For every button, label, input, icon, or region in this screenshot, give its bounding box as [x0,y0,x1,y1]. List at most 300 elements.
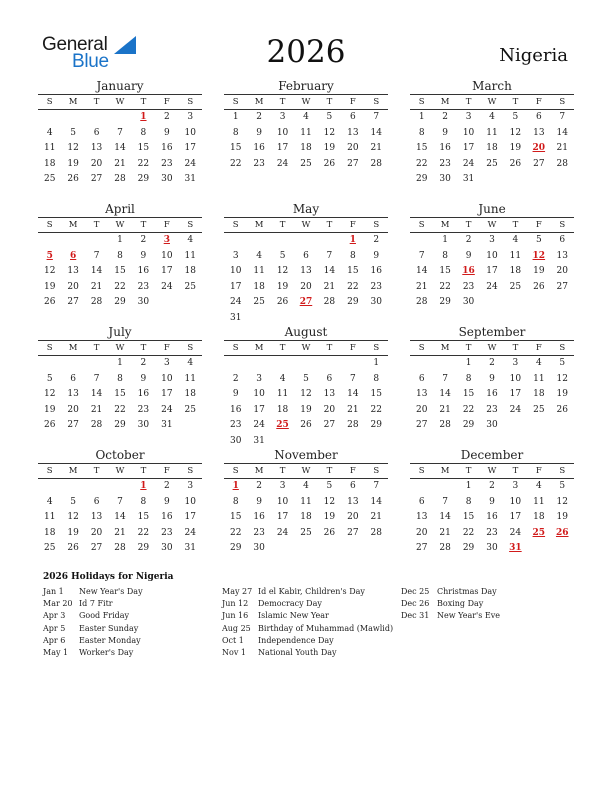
day-cell [504,418,527,434]
day-cell: 30 [161,543,173,553]
weekday-label: F [349,97,356,107]
holiday-item [401,598,500,610]
weekday-label: F [163,220,170,230]
month-title: September [458,325,526,339]
day-cell: 23 [137,404,150,415]
day-cell: 8 [349,250,356,261]
day-cell: 19 [43,281,56,292]
week-row [410,479,574,495]
day-cell: 3 [279,112,286,122]
day-cell: 14 [90,266,103,276]
day-cell: 6 [418,373,425,384]
week-row [38,418,202,434]
weekday-label: M [440,97,450,107]
week-row [38,233,202,249]
week-row [224,479,388,495]
day-cell: 22 [462,404,475,415]
weekday-label: F [535,466,542,476]
day-cell: 25 [509,281,522,292]
day-cell: 19 [556,389,568,399]
day-cell: 30 [370,297,382,307]
day-cell: 9 [163,496,170,507]
holiday-item [401,586,500,598]
holiday-date: May 27 [222,587,253,596]
holiday-day-cell: 20 [532,143,546,153]
holiday-item [43,647,143,659]
holiday-day-cell: 16 [462,266,475,276]
day-cell: 27 [323,420,336,430]
week-row [224,141,388,157]
weekday-label: W [301,466,311,476]
day-cell: 8 [117,250,123,261]
day-cell: 22 [114,281,126,292]
month-january [38,78,202,188]
day-cell: 7 [117,127,123,138]
month-march [410,78,574,188]
day-cell: 24 [509,527,522,538]
day-cell: 18 [300,143,312,153]
weekday-label: M [254,343,264,353]
weekday-label: M [68,466,78,476]
day-cell: 15 [462,389,475,399]
holiday-item [222,635,393,647]
day-cell: 17 [462,143,475,153]
day-cell: 12 [556,496,568,507]
day-cell [61,233,84,249]
day-cell: 14 [370,127,382,138]
weekday-label: S [418,466,425,476]
weekday-header [38,217,202,233]
week-row [410,372,574,388]
week-row [224,387,388,403]
day-cell: 21 [556,143,568,153]
weekday-label: S [232,343,239,353]
day-cell: 16 [161,143,173,153]
day-cell: 10 [276,127,289,138]
day-cell: 18 [300,512,312,522]
day-cell: 31 [161,420,173,430]
day-cell: 15 [229,143,242,153]
day-cell: 16 [253,143,265,153]
day-cell: 6 [559,235,566,245]
day-cell [410,233,433,249]
weekday-label: W [301,220,311,230]
day-cell: 17 [486,266,498,276]
day-cell [85,110,108,126]
day-cell: 13 [300,266,312,276]
day-cell: 26 [323,527,336,538]
day-cell: 23 [486,527,498,538]
day-cell: 24 [276,158,289,169]
day-cell: 22 [137,158,150,169]
week-row [38,403,202,419]
day-cell: 25 [533,404,545,415]
weekday-label: F [349,343,356,353]
holiday-item [222,647,393,659]
weekday-label: T [93,343,100,353]
day-cell: 19 [323,143,336,153]
day-cell: 14 [556,127,568,138]
day-cell [480,295,503,311]
day-cell: 16 [229,404,242,415]
day-cell: 16 [137,389,150,399]
month-october [38,447,202,557]
day-cell: 2 [163,481,170,491]
day-cell: 25 [43,543,56,553]
day-cell: 7 [349,373,356,384]
holiday-day-cell: 1 [140,481,147,491]
day-cell: 29 [229,543,242,553]
day-cell: 24 [253,420,265,430]
holiday-date: Dec 26 [401,599,430,609]
weekday-label: F [535,97,542,107]
day-cell: 15 [229,512,242,522]
week-row [224,372,388,388]
day-cell [433,356,456,372]
day-cell: 14 [415,266,428,276]
weekday-label: W [487,220,497,230]
day-cell: 11 [184,373,196,384]
day-cell: 8 [140,127,147,138]
day-cell: 2 [232,373,239,384]
weekday-label: M [254,466,264,476]
day-cell: 23 [253,527,265,538]
weekday-label: T [93,97,100,107]
day-cell: 22 [347,281,359,292]
day-cell: 22 [439,281,451,292]
day-cell: 2 [465,235,472,245]
day-cell [108,110,131,126]
holiday-date: Apr 6 [43,635,66,645]
holiday-name: Worker's Day [79,647,134,657]
day-cell: 9 [489,373,495,384]
day-cell: 23 [137,281,150,292]
country-name: Nigeria [499,45,568,66]
day-cell: 4 [187,358,194,368]
day-cell: 8 [232,127,239,138]
holiday-column [222,586,393,659]
day-cell: 18 [276,404,289,415]
holiday-day-cell: 25 [276,420,289,430]
week-row [38,541,202,557]
day-cell: 9 [232,389,239,399]
week-row [410,295,574,311]
day-cell: 6 [535,112,542,122]
day-cell: 11 [184,250,196,261]
weekday-label: T [465,220,472,230]
holiday-date: Apr 5 [43,623,66,633]
day-cell: 14 [439,389,451,399]
day-cell [38,356,61,372]
holiday-name: Birthday of Muhammad (Mawlid) [258,623,394,633]
weekday-label: T [140,343,147,353]
holiday-list [43,572,583,666]
weekday-label: T [465,343,472,353]
day-cell: 12 [556,373,568,384]
day-cell [224,233,247,249]
weekday-label: S [232,97,239,107]
holiday-date: Aug 25 [222,623,251,633]
day-cell: 22 [229,527,242,538]
day-cell: 27 [90,543,103,553]
day-cell: 10 [161,373,173,384]
day-cell: 18 [486,143,498,153]
day-cell [551,418,574,434]
day-cell: 29 [439,297,451,307]
weekday-header [38,94,202,110]
day-cell [480,172,503,188]
day-cell: 25 [184,281,196,292]
day-cell: 9 [442,127,448,138]
day-cell: 11 [533,496,545,507]
day-cell: 13 [347,127,359,138]
week-row [410,126,574,142]
day-cell: 18 [509,266,522,276]
day-cell: 27 [67,420,79,430]
day-cell: 16 [439,143,451,153]
day-cell: 10 [486,250,498,261]
day-cell [294,233,317,249]
weekday-label: M [68,97,78,107]
week-row [38,157,202,173]
day-cell: 11 [300,127,312,138]
day-cell: 21 [370,143,382,153]
day-cell: 30 [486,420,498,430]
day-cell: 10 [509,496,522,507]
day-cell: 21 [370,512,382,522]
day-cell: 21 [114,158,126,169]
day-cell: 28 [347,420,359,430]
day-cell: 17 [184,512,196,522]
week-row [38,141,202,157]
weekday-label: M [440,220,450,230]
day-cell: 3 [187,112,194,122]
day-cell: 15 [114,266,126,276]
day-cell: 28 [90,297,103,307]
day-cell: 24 [486,281,498,292]
day-cell: 30 [229,435,242,446]
months-grid [38,78,578,558]
day-cell [504,172,527,188]
holiday-item [222,586,393,598]
day-cell [318,356,341,372]
holiday-column [43,586,143,659]
day-cell: 12 [43,389,56,399]
day-cell: 28 [556,158,568,169]
month-title: August [284,325,328,339]
day-cell [247,233,270,249]
day-cell: 7 [373,481,380,491]
weekday-label: T [465,466,472,476]
day-cell: 21 [323,281,336,292]
day-cell: 17 [229,281,242,292]
weekday-label: T [512,97,519,107]
day-cell: 2 [140,235,147,245]
day-cell: 5 [326,481,333,491]
day-cell: 4 [303,481,309,491]
holiday-day-cell: 31 [509,543,522,553]
day-cell: 13 [347,496,359,507]
day-cell: 22 [415,158,428,169]
holiday-item [222,598,393,610]
day-cell [318,233,341,249]
day-cell: 5 [326,112,333,122]
day-cell: 31 [229,312,242,323]
day-cell: 3 [465,112,472,122]
holiday-day-cell: 25 [532,527,546,538]
holiday-name: National Youth Day [258,647,337,657]
holiday-name: Islamic New Year [258,611,329,621]
day-cell: 3 [187,481,194,491]
day-cell: 12 [323,496,336,507]
day-cell: 21 [439,404,451,415]
day-cell: 14 [347,389,359,399]
week-row [410,356,574,372]
day-cell: 7 [373,112,380,122]
day-cell: 2 [373,235,380,245]
day-cell: 21 [90,404,103,415]
day-cell: 24 [161,404,173,415]
week-row [224,249,388,265]
week-row [38,387,202,403]
weekday-label: T [326,220,333,230]
day-cell: 15 [415,143,428,153]
day-cell: 20 [300,281,312,292]
holiday-date: Oct 1 [222,635,244,645]
day-cell: 25 [184,404,196,415]
day-cell: 28 [114,174,126,184]
weekday-label: M [440,343,450,353]
month-april [38,201,202,311]
day-cell [410,356,433,372]
week-row [410,280,574,296]
holiday-day-cell: 1 [232,481,239,491]
day-cell: 1 [465,358,472,368]
day-cell: 13 [67,389,79,399]
day-cell: 19 [556,512,568,522]
week-row [224,541,388,557]
weekday-label: T [279,97,286,107]
weekday-label: F [535,343,542,353]
day-cell: 21 [90,281,103,292]
weekday-header [38,463,202,479]
day-cell: 13 [556,250,568,261]
day-cell: 22 [114,404,126,415]
holiday-column [401,586,500,623]
holiday-day-cell: 26 [555,527,569,538]
day-cell: 30 [137,420,150,430]
day-cell: 15 [462,512,475,522]
day-cell: 13 [90,512,103,522]
day-cell: 9 [163,127,170,138]
day-cell: 19 [323,512,336,522]
day-cell: 5 [279,250,286,261]
day-cell: 28 [323,297,336,307]
week-row [410,541,574,557]
holiday-day-cell: 1 [349,235,356,245]
day-cell: 24 [229,297,242,307]
weekday-label: S [373,343,380,353]
day-cell: 19 [67,158,79,169]
holiday-item [43,586,143,598]
day-cell: 6 [303,250,309,261]
day-cell [410,479,433,495]
day-cell [85,233,108,249]
weekday-label: S [373,466,380,476]
weekday-label: T [512,220,519,230]
day-cell: 27 [347,527,359,538]
day-cell: 24 [184,158,196,169]
day-cell: 10 [184,127,196,138]
day-cell: 5 [559,481,566,491]
weekday-label: S [559,97,566,107]
week-row [38,110,202,126]
day-cell: 31 [184,174,196,184]
day-cell: 4 [187,235,194,245]
week-row [224,295,388,311]
day-cell: 13 [415,389,428,399]
day-cell: 26 [300,420,312,430]
day-cell: 20 [67,281,79,292]
page-header [0,0,612,78]
day-cell: 12 [509,127,522,138]
day-cell: 26 [556,404,568,415]
day-cell: 23 [229,420,242,430]
holiday-date: Dec 25 [401,587,430,596]
day-cell: 12 [276,266,289,276]
day-cell: 17 [253,404,265,415]
day-cell: 26 [43,420,56,430]
day-cell: 28 [90,420,103,430]
week-row [410,403,574,419]
day-cell: 1 [442,235,448,245]
day-cell: 26 [67,543,79,553]
day-cell: 23 [370,281,382,292]
day-cell [179,418,202,434]
day-cell: 11 [276,389,289,399]
day-cell: 7 [418,250,425,261]
week-row [224,110,388,126]
day-cell: 31 [184,543,196,553]
day-cell [38,233,61,249]
day-cell: 14 [114,143,126,153]
day-cell [85,479,108,495]
day-cell: 26 [509,158,522,169]
day-cell: 14 [323,266,336,276]
holiday-name: New Year's Day [79,587,143,596]
day-cell: 30 [486,543,498,553]
weekday-label: M [68,343,78,353]
day-cell: 14 [90,389,103,399]
day-cell: 5 [46,373,53,384]
day-cell: 11 [43,143,56,153]
day-cell: 13 [415,512,428,522]
week-row [224,495,388,511]
holiday-item [43,598,143,610]
day-cell: 18 [533,389,545,399]
holiday-day-cell: 27 [299,297,313,307]
day-cell: 3 [163,358,170,368]
day-cell: 21 [439,527,451,538]
week-row [410,387,574,403]
weekday-header [410,340,574,356]
day-cell: 9 [489,496,495,507]
day-cell [527,418,550,434]
day-cell [551,295,574,311]
holiday-item [43,610,143,622]
day-cell: 17 [184,143,196,153]
week-row [410,110,574,126]
